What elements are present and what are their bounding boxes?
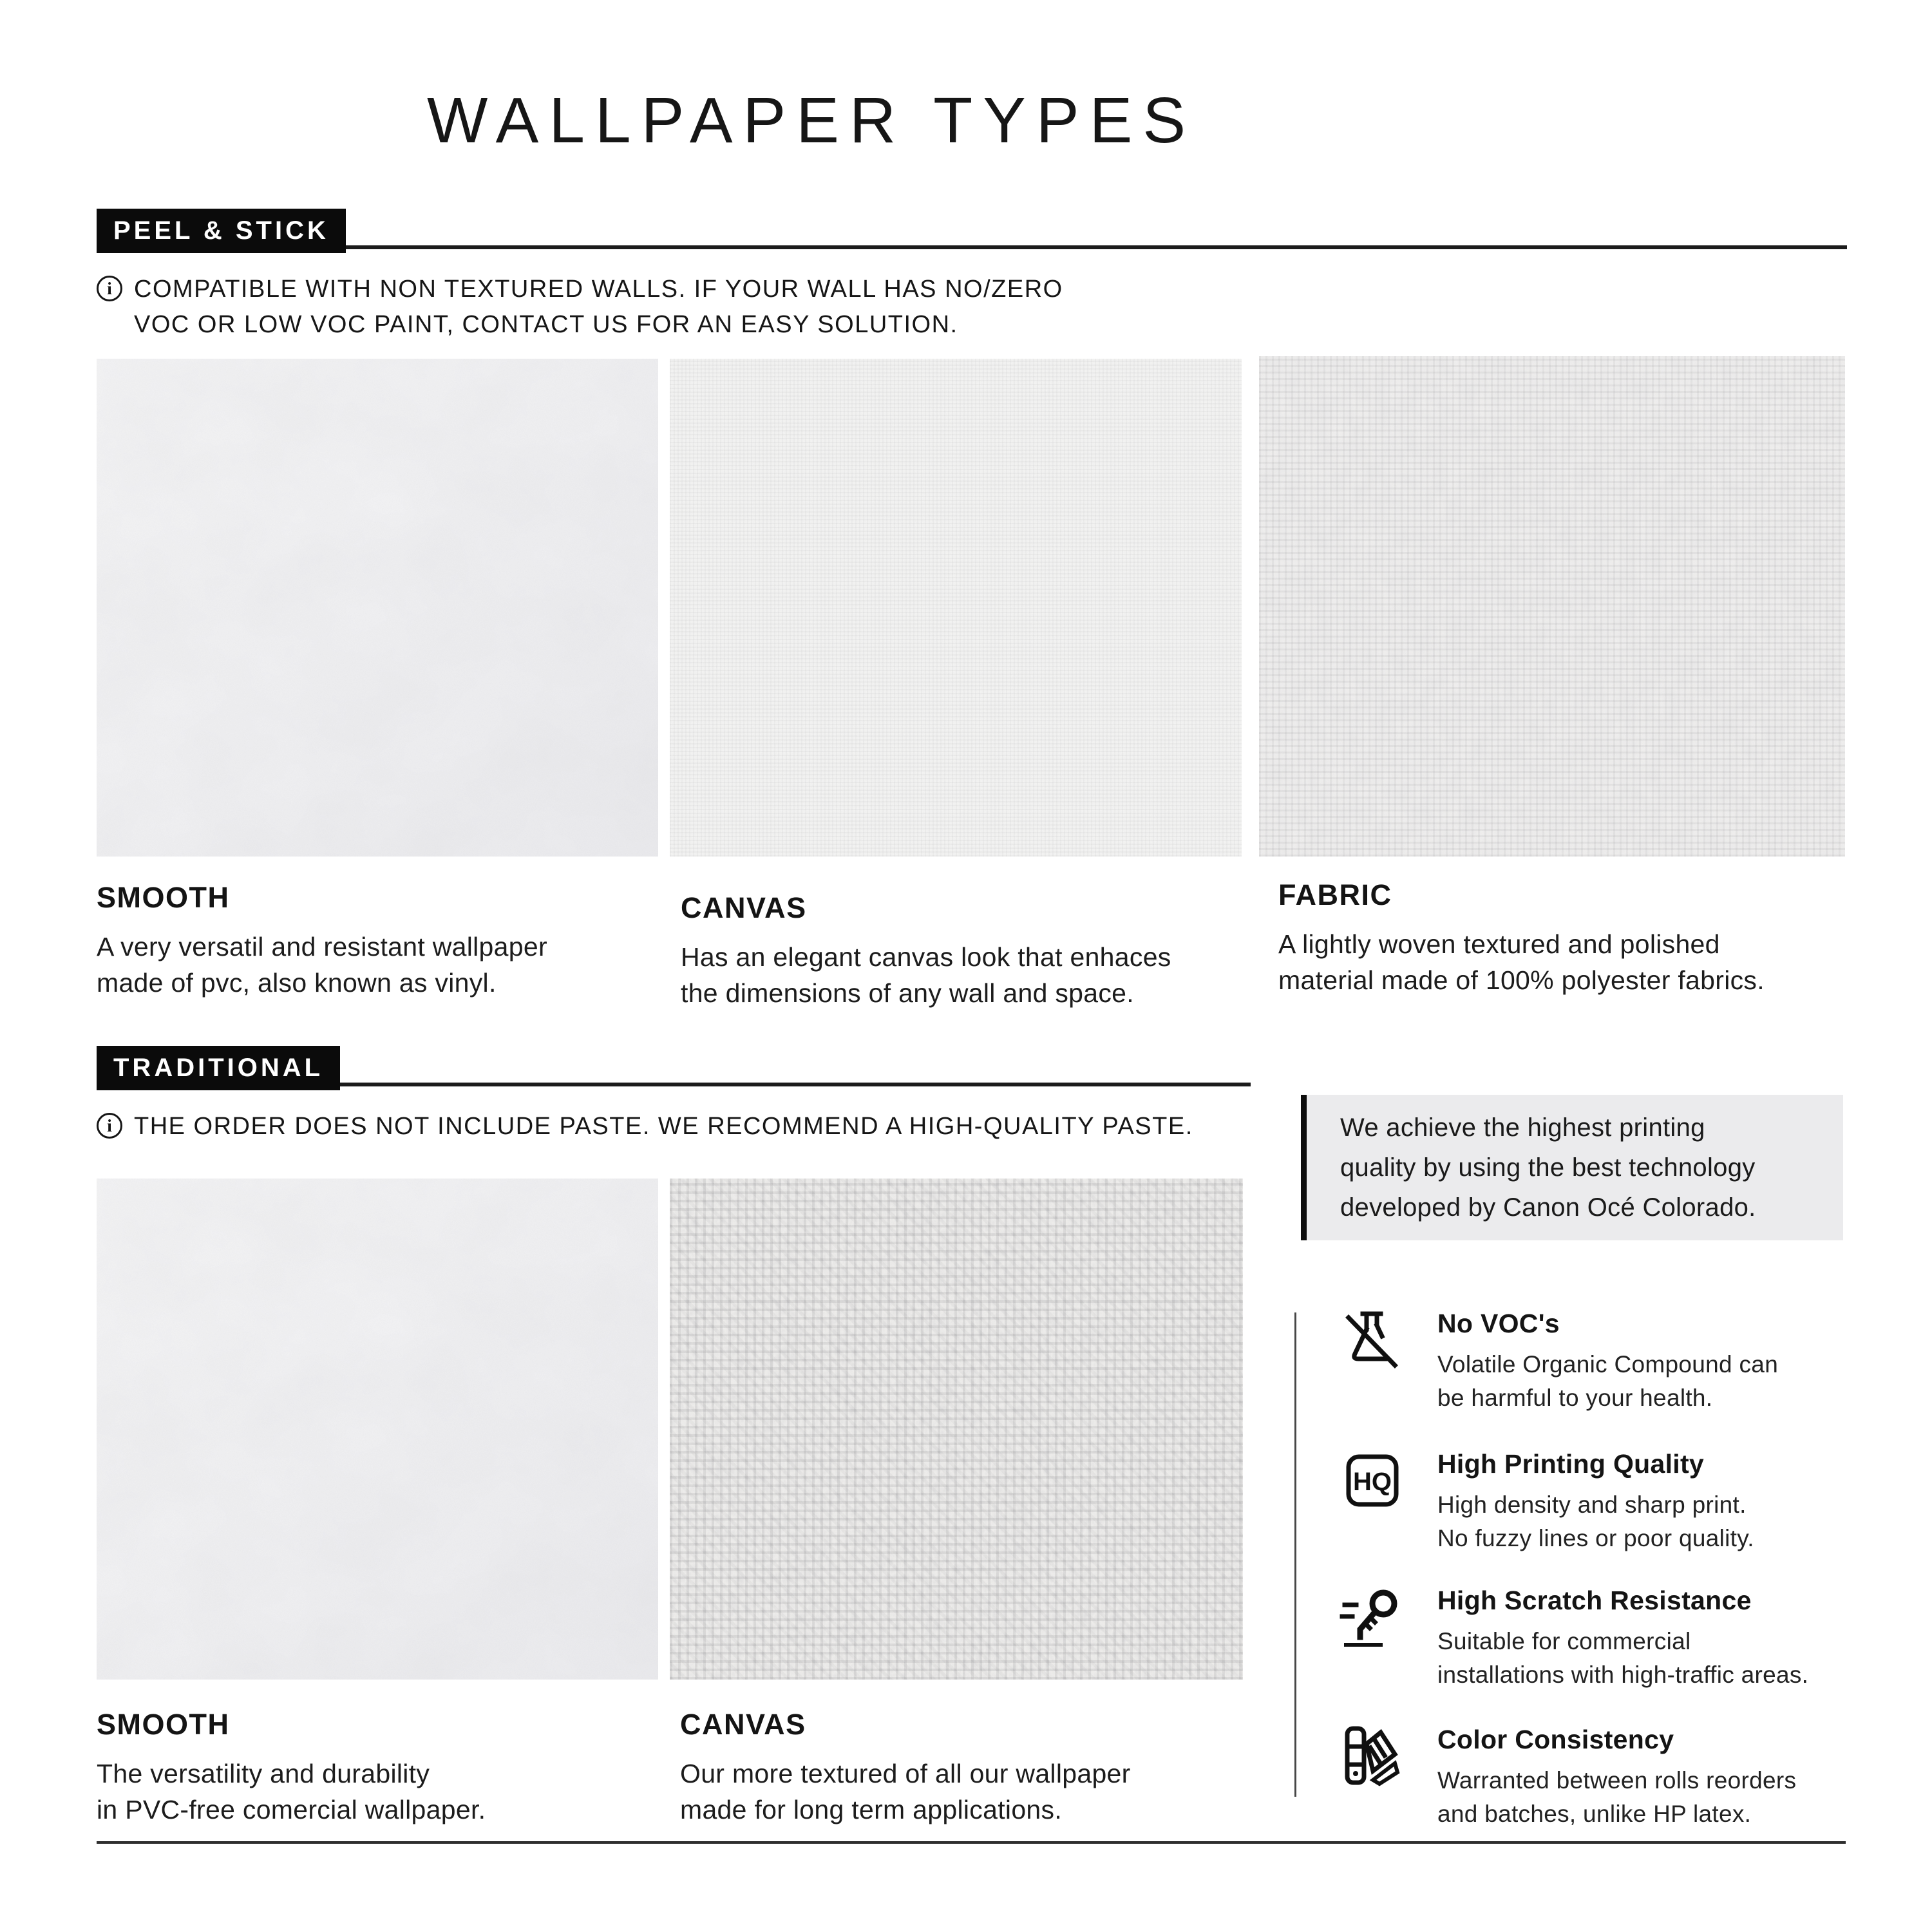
print-quality-callout: [1301, 1095, 1843, 1240]
caption-peel-stick-canvas: [681, 891, 1171, 1011]
section-label-traditional: TRADITIONAL: [97, 1046, 340, 1090]
feature-description-line: be harmful to your health.: [1437, 1385, 1713, 1411]
feature-color-consistency: [1340, 1725, 1868, 1831]
feature-title: Color Consistency: [1437, 1725, 1674, 1754]
info-icon: i: [97, 276, 122, 301]
swatch-image-peel-stick-smooth: [97, 359, 658, 857]
hq-badge-icon: [1340, 1446, 1406, 1513]
features-divider-line: [1294, 1312, 1296, 1797]
feature-description-line: and batches, unlike HP latex.: [1437, 1801, 1752, 1827]
feature-description-line: Warranted between rolls reorders: [1437, 1767, 1797, 1794]
feature-text: [1437, 1725, 1868, 1831]
feature-title: No VOC's: [1437, 1309, 1560, 1338]
traditional-note: [97, 1109, 1193, 1144]
swatch-title: SMOOTH: [97, 881, 230, 914]
peel-stick-divider-line: [97, 245, 1847, 249]
caption-traditional-smooth: [97, 1708, 486, 1828]
swatch-title: FABRIC: [1278, 878, 1392, 911]
note-line: VOC OR LOW VOC PAINT, CONTACT US FOR AN EASY SOLUTION.: [134, 311, 958, 338]
swatch-description-line: made of pvc, also known as vinyl.: [97, 968, 497, 998]
bottom-divider-line: [97, 1841, 1846, 1844]
swatch-image-peel-stick-fabric: [1259, 356, 1845, 857]
page-title: WALLPAPER TYPES: [426, 84, 1197, 156]
swatch-description-line: made for long term applications.: [680, 1795, 1063, 1824]
feature-description-line: High density and sharp print.: [1437, 1492, 1747, 1518]
info-icon: i: [97, 1113, 122, 1139]
swatch-description-line: material made of 100% polyester fabrics.: [1278, 965, 1765, 995]
caption-traditional-canvas: [680, 1708, 1131, 1828]
swatch-description-line: the dimensions of any wall and space.: [681, 978, 1134, 1008]
no-voc-flask-icon: [1340, 1306, 1406, 1373]
scratch-key-icon: [1340, 1583, 1406, 1650]
swatch-image-peel-stick-canvas: [670, 359, 1242, 857]
feature-text: [1437, 1586, 1868, 1692]
swatch-description-line: Our more textured of all our wallpaper: [680, 1759, 1131, 1788]
feature-high-printing-quality: [1340, 1449, 1868, 1555]
feature-title: High Scratch Resistance: [1437, 1586, 1752, 1615]
feature-high-scratch-resistance: [1340, 1586, 1868, 1692]
callout-line: developed by Canon Océ Colorado.: [1340, 1193, 1756, 1222]
feature-text: [1437, 1449, 1868, 1555]
feature-description-line: Suitable for commercial: [1437, 1628, 1691, 1654]
swatch-description-line: A very versatil and resistant wallpaper: [97, 932, 547, 961]
callout-line: quality by using the best technology: [1340, 1153, 1756, 1182]
section-label-peel-and-stick: PEEL & STICK: [97, 209, 346, 253]
feature-description-line: Volatile Organic Compound can: [1437, 1351, 1779, 1378]
caption-peel-stick-fabric: [1278, 878, 1765, 998]
note-line: THE ORDER DOES NOT INCLUDE PASTE. WE RECOMMEND A HIGH-QUALITY PASTE.: [134, 1113, 1193, 1140]
peel-stick-note: [97, 272, 1063, 343]
feature-no-vocs: [1340, 1309, 1868, 1415]
color-swatch-fan-icon: [1340, 1722, 1406, 1789]
swatch-description-line: in PVC-free comercial wallpaper.: [97, 1795, 486, 1824]
swatch-title: CANVAS: [681, 891, 807, 924]
swatch-title: SMOOTH: [97, 1708, 230, 1741]
swatch-image-traditional-canvas: [670, 1179, 1243, 1680]
swatch-title: CANVAS: [680, 1708, 806, 1741]
svg-text:HQ: HQ: [1353, 1468, 1392, 1496]
swatch-description-line: A lightly woven textured and polished: [1278, 929, 1720, 959]
callout-line: We achieve the highest printing: [1340, 1113, 1705, 1142]
peel-stick-note-text: [134, 272, 1063, 343]
traditional-note-text: [134, 1109, 1193, 1144]
feature-description-line: installations with high-traffic areas.: [1437, 1662, 1809, 1688]
swatch-image-traditional-smooth: [97, 1179, 658, 1680]
swatch-description-line: Has an elegant canvas look that enhaces: [681, 942, 1171, 972]
feature-title: High Printing Quality: [1437, 1449, 1705, 1479]
caption-peel-stick-smooth: [97, 881, 547, 1001]
note-line: COMPATIBLE WITH NON TEXTURED WALLS. IF YOUR WALL HAS NO/ZERO: [134, 276, 1063, 303]
feature-description-line: No fuzzy lines or poor quality.: [1437, 1525, 1754, 1551]
feature-text: [1437, 1309, 1868, 1415]
swatch-description-line: The versatility and durability: [97, 1759, 430, 1788]
